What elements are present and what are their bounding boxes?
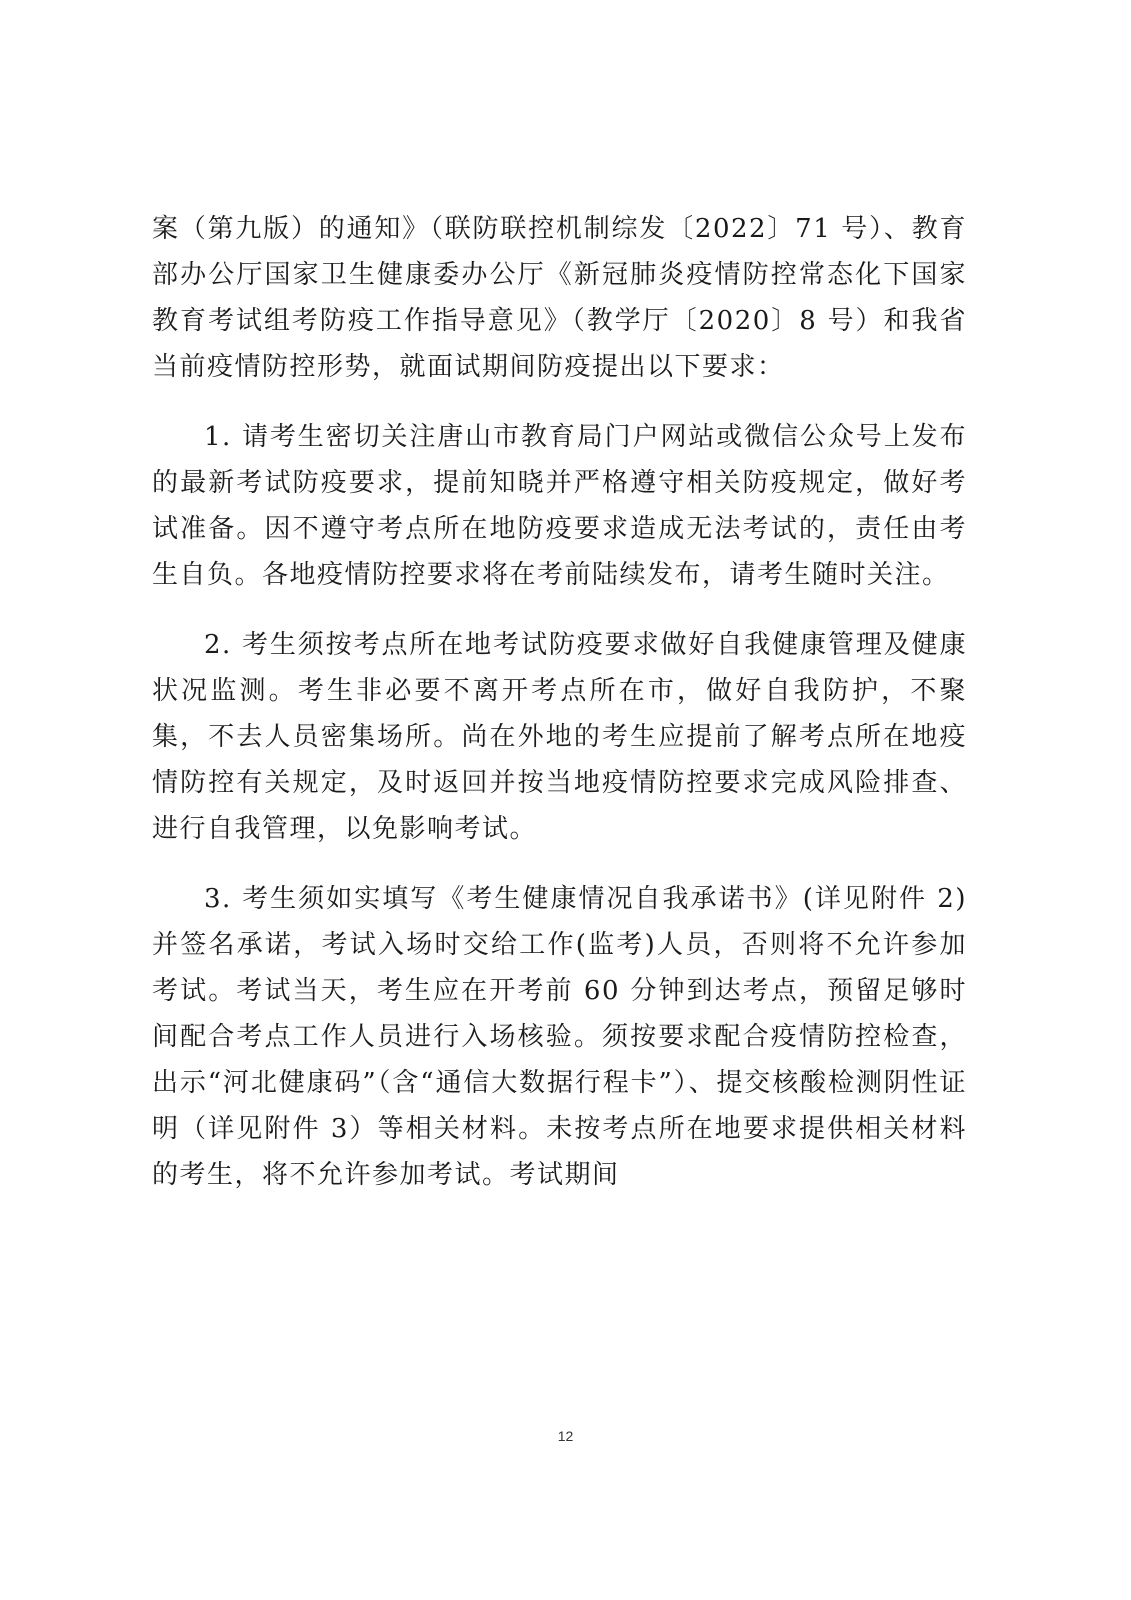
page-number: 12	[557, 1428, 574, 1444]
document-body	[152, 206, 967, 1222]
requirement-item-1: 1. 请考生密切关注唐山市教育局门户网站或微信公众号上发布的最新考试防疫要求，提前知晓并严格遵守相关防疫规定，做好考试准备。因不遵守考点所在地防疫要求造成无法考试的，责任由考生自负。各地疫情防控要求将在考前陆续发布，请考生随时关注。	[152, 422, 967, 590]
requirement-item-2: 2. 考生须按考点所在地考试防疫要求做好自我健康管理及健康状况监测。考生非必要不离开考点所在市，做好自我防护，不聚集，不去人员密集场所。尚在外地的考生应提前了解考点所在地疫情防控有关规定，及时返回并按当地疫情防控要求完成风险排查、进行自我管理，以免影响考试。	[152, 630, 967, 844]
requirement-item-3: 3. 考生须如实填写《考生健康情况自我承诺书》(详见附件 2)并签名承诺，考试入场时交给工作(监考)人员，否则将不允许参加考试。考试当天，考生应在开考前 60 分钟到达考点，预留足够时间配合考点工作人员进行入场核验。须按要求配合疫情防控检查，出示“河北健康码”（含“通信大数据行程卡”）、提交核酸检测阴性证明（详见附件 3）等相关材料。未按考点所在地要求提供相关材料的考生，将不允许参加考试。考试期间	[152, 884, 967, 1190]
intro-paragraph: 案（第九版）的通知》（联防联控机制综发〔2022〕71 号）、教育部办公厅国家卫生健康委办公厅《新冠肺炎疫情防控常态化下国家教育考试组考防疫工作指导意见》（教学厅〔2020〕8 号）和我省当前疫情防控形势，就面试期间防疫提出以下要求：	[152, 214, 967, 382]
